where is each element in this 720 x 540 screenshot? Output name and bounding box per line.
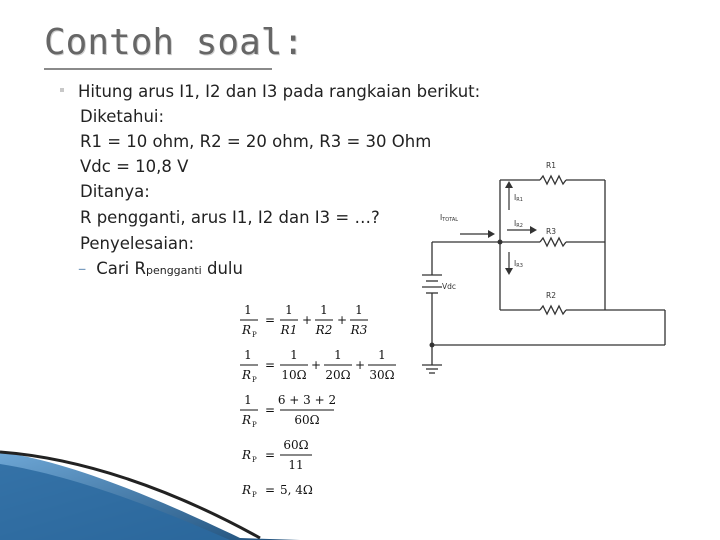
svg-text:1: 1 [290, 348, 298, 362]
i-r3-label: IR3 [514, 259, 523, 269]
svg-text:P: P [252, 456, 257, 464]
svg-text:11: 11 [288, 458, 304, 472]
solution-label: Penyelesaian: [80, 234, 195, 253]
svg-text:R1: R1 [280, 323, 298, 337]
svg-text:30Ω: 30Ω [369, 368, 395, 382]
svg-text:+: + [311, 358, 322, 372]
svg-text:5, 4Ω: 5, 4Ω [280, 483, 313, 497]
battery-symbol [422, 275, 442, 300]
ground-symbol [422, 365, 442, 373]
given-resistances: R1 = 10 ohm, R2 = 20 ohm, R3 = 30 Ohm [80, 132, 432, 151]
svg-text:R3: R3 [350, 323, 368, 337]
step-sub: pengganti [145, 264, 202, 277]
title-underline [44, 68, 272, 70]
svg-text:1: 1 [285, 303, 293, 317]
intro-text: Hitung arus I1, I2 dan I3 pada rangkaian berikut: [78, 82, 481, 101]
svg-text:+: + [337, 313, 348, 327]
given-voltage: Vdc = 10,8 V [80, 157, 189, 176]
step-prefix: Cari R [96, 259, 146, 278]
svg-text:P: P [252, 421, 257, 429]
decorative-swoosh [0, 430, 300, 540]
junction-dot [498, 240, 503, 245]
svg-text:P: P [252, 331, 257, 339]
svg-text:1: 1 [355, 303, 363, 317]
svg-text:1: 1 [244, 303, 252, 317]
svg-text:60Ω: 60Ω [283, 438, 309, 452]
asked-label: Ditanya: [80, 182, 150, 201]
svg-text:60Ω: 60Ω [294, 413, 320, 427]
svg-text:=: = [265, 313, 276, 327]
r2-label: R2 [546, 291, 556, 300]
equation-3 [240, 393, 336, 429]
svg-text:1: 1 [378, 348, 386, 362]
resistor-r1 [540, 176, 566, 184]
svg-text:20Ω: 20Ω [325, 368, 351, 382]
svg-text:P: P [252, 491, 257, 499]
slide-title: Contoh soal: [44, 22, 305, 63]
circuit-wires [432, 180, 665, 365]
bullet-marker [60, 88, 64, 92]
vdc-label: Vdc [442, 282, 457, 291]
svg-text:10Ω: 10Ω [281, 368, 307, 382]
svg-text:R: R [242, 368, 252, 382]
svg-text:R: R [242, 448, 252, 462]
svg-text:=: = [265, 403, 276, 417]
resistor-r3 [540, 238, 566, 246]
svg-text:1: 1 [244, 393, 252, 407]
svg-text:R2: R2 [315, 323, 333, 337]
circuit-diagram [420, 150, 670, 380]
svg-text:6 + 3 + 2: 6 + 3 + 2 [277, 393, 337, 407]
current-arrows [460, 181, 537, 275]
junction-dot [430, 343, 435, 348]
svg-text:R: R [242, 483, 252, 497]
equation-2 [240, 348, 396, 384]
svg-text:1: 1 [320, 303, 328, 317]
svg-text:=: = [265, 358, 276, 372]
svg-text:=: = [265, 448, 276, 462]
resistor-r2 [540, 306, 566, 314]
step-suffix: dulu [201, 259, 243, 278]
equation-1 [240, 303, 368, 339]
svg-text:+: + [302, 313, 313, 327]
svg-text:+: + [355, 358, 366, 372]
svg-text:1: 1 [244, 348, 252, 362]
svg-text:R: R [242, 413, 252, 427]
svg-text:R: R [242, 323, 252, 337]
given-label: Diketahui: [80, 107, 165, 126]
i-r2-label: IR2 [514, 219, 523, 229]
r3-label: R3 [546, 227, 556, 236]
svg-text:1: 1 [334, 348, 342, 362]
i-total-label: ITOTAL [440, 213, 459, 223]
step-dash: – [78, 259, 87, 278]
solution-step [78, 259, 243, 278]
svg-text:=: = [265, 483, 276, 497]
asked-text: R pengganti, arus I1, I2 dan I3 = …? [80, 208, 380, 227]
i-r1-label: IR1 [514, 193, 523, 203]
r1-label: R1 [546, 161, 556, 170]
svg-text:P: P [252, 376, 257, 384]
